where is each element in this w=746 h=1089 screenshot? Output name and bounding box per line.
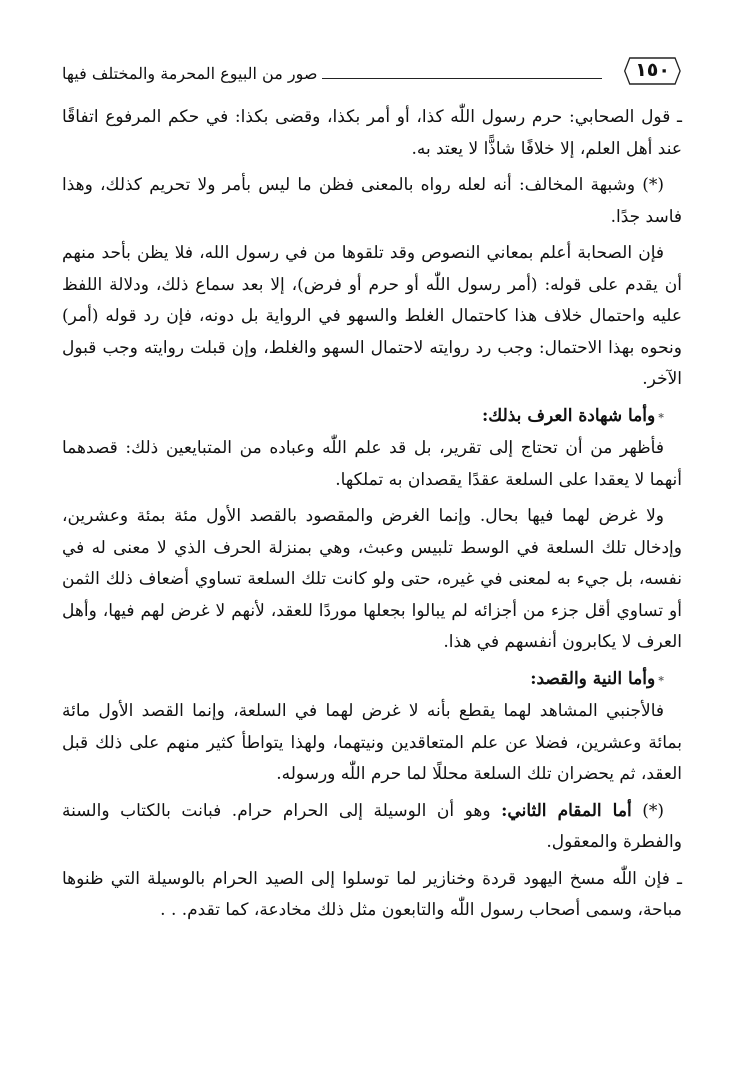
paragraph-8: ـ فإن اللّٰه مسخ اليهود قردة وخنازير لما توسلوا إلى الصيد الحرام بالوسيلة التي ظنوها مباحة، وسمى أصحاب رسول اللّٰه والتابعون مثل ذلك مخادعة، كما تقدم. . . xyxy=(62,868,682,920)
page-number-text: ١٥٠ xyxy=(635,59,670,81)
paragraph-7-text: وهو أن الوسيلة إلى الحرام حرام. فبانت بالكتاب والسنة والفطرة والمعقول. xyxy=(62,800,682,852)
paragraph-6: فالأجنبي المشاهد لهما يقطع بأنه لا غرض لهما في السلعة، وإنما القصد الأول مائة بمائة وعشرين، فضلا عن علم المتعاقدين ونيتهما، ولهذا يتواطأ كثير منهم على ذلك قبل العقد، ثم يحضران تلك السلعة محللًا لما حرم اللّٰه ورسوله. xyxy=(62,701,682,784)
paragraph-3: فإن الصحابة أعلم بمعاني النصوص وقد تلقوها من في رسول الله، فلا يظن بأحد منهم أن يقدم على قوله: (أمر رسول اللّٰه أو حرم أو فرض)، إلا بعد سماع ذلك، ودلالة اللفظ عليه واحتمال خلاف هذا كاحتمال الغلط والسهو في الرواية بل دونه، فإن رد قوله (أمر) ونحوه بهذا الاحتمال: وجب رد روايته لاحتمال السهو والغلط، وإن قبلت روايته وجب قبول الآخر. xyxy=(62,243,682,389)
page-header xyxy=(62,54,682,94)
section-heading-custom xyxy=(62,401,682,434)
running-title: صور من البيوع المحرمة والمختلف فيها xyxy=(62,64,318,83)
heading-marker: * xyxy=(658,410,664,424)
paragraph-5: ولا غرض لهما فيها بحال. وإنما الغرض والمقصود بالقصد الأول مئة بمئة وعشرين، وإدخال تلك السلعة في الوسط تلبيس وعبث، وهي بمنزلة الحرف الذي لا معنى له في نفسه، بل جيء به لمعنى في غيره، حتى ولو كانت تلك السلعة تساوي أضعاف ذلك الثمن أو تساوي أقل جزء من أجزائه لم يبالوا بجعلها موردًا للعقد، لأنهم لا غرض لهم فيها، وأهل العرف لا يكابرون أنفسهم في هذا. xyxy=(62,506,682,652)
page-number xyxy=(623,56,682,86)
section-heading-intent xyxy=(62,664,682,697)
paragraph-2: (*) وشبهة المخالف: أنه لعله رواه بالمعنى فظن ما ليس بأمر ولا تحريم كذلك، وهذا فاسد جدًا. xyxy=(62,175,682,227)
heading-text: وأما النية والقصد: xyxy=(530,668,656,689)
paragraph-7 xyxy=(62,796,682,859)
second-station-label: أما المقام الثاني: xyxy=(501,800,632,821)
paragraph-1: ـ قول الصحابي: حرم رسول اللّٰه كذا، أو أمر بكذا، وقضى بكذا: في حكم المرفوع اتفاقًا عند أهل العلم، إلا خلافًا شاذًّا لا يعتد به. xyxy=(62,107,682,159)
paragraph-marker: (*) xyxy=(642,800,664,821)
page-body xyxy=(62,102,682,932)
heading-marker: * xyxy=(658,673,664,687)
header-rule xyxy=(322,78,602,79)
heading-text: وأما شهادة العرف بذلك: xyxy=(481,405,656,426)
paragraph-4: فأظهر من أن تحتاج إلى تقرير، بل قد علم اللّٰه وعباده من المتبايعين ذلك: قصدهما أنهما لا يعقدا على السلعة عقدًا يقصدان به تملكها. xyxy=(62,438,682,490)
